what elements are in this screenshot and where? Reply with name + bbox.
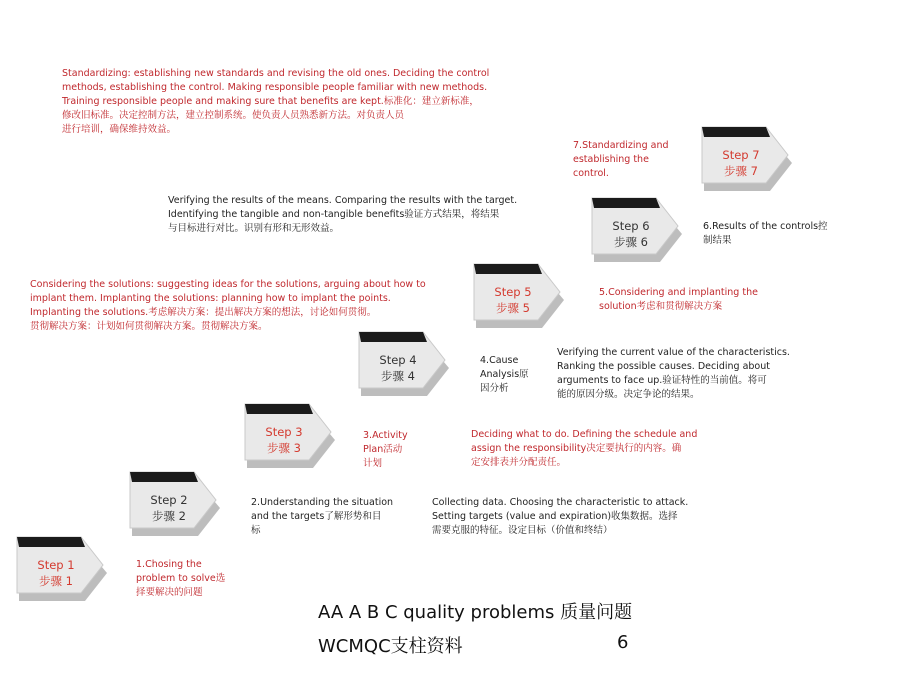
step-7-box xyxy=(700,125,795,199)
step4-title: 4.Cause Analysis原 因分析 xyxy=(480,355,529,394)
step-label xyxy=(482,284,544,316)
standardizing-description: Standardizing: establishing new standards and revising the old ones. Deciding the control methods, establishing the control. Making responsible people familiar with new methods. Training responsible people and making sure that benefits are kept.标准化：建立新标准， 修改旧标准。决定控制方法，建立控制系统。使负责人员熟悉新方法。对负责人员 进行培训，确保维持效益。 xyxy=(62,68,490,135)
step7-title: 7.Standardizing and establishing the control. xyxy=(573,140,669,179)
cause-description: Verifying the current value of the characteristics. Ranking the possible causes. Deciding about arguments to face up.验证特性的当前值。将可 能的原因分级。决定争论的结果。 xyxy=(557,347,790,400)
step5-title: 5.Considering and implanting the solution考虑和贯彻解决方案 xyxy=(599,287,758,312)
step-1-box xyxy=(15,535,110,609)
step-4-box xyxy=(357,330,452,404)
step1-title: 1.Chosing the problem to solve选 择要解决的问题 xyxy=(136,559,226,598)
step-zh: 步骤 1 xyxy=(39,574,73,588)
considering-description: Considering the solutions: suggesting ideas for the solutions, arguing about how to implant them. Implanting the solutions: planning how to implant the points. Implanting the solutions.考虑解决方案：提出解决方案的想法，讨论如何贯彻。 贯彻解决方案：计划如何贯彻解决方案。贯彻解决方案。 xyxy=(30,279,426,332)
step-en: Step 7 xyxy=(722,148,760,162)
step-zh: 步骤 6 xyxy=(614,235,648,249)
step-label xyxy=(253,424,315,456)
step-zh: 步骤 2 xyxy=(152,509,186,523)
step-label xyxy=(600,218,662,250)
step-en: Step 5 xyxy=(494,285,532,299)
step3-title: 3.Activity Plan活动 计划 xyxy=(363,430,408,469)
step-en: Step 4 xyxy=(379,353,417,367)
step-2-box xyxy=(128,470,223,544)
step-3-box xyxy=(243,402,338,476)
deciding-description: Deciding what to do. Defining the schedule and assign the responsibility决定要执行的内容。确 定安排表并分配责任。 xyxy=(471,429,698,468)
step6-title: 6.Results of the controls控 制结果 xyxy=(703,221,828,246)
step-en: Step 3 xyxy=(265,425,303,439)
step-label xyxy=(367,352,429,384)
step-6-box xyxy=(590,196,685,270)
step2-title: 2.Understanding the situation and the targets了解形势和目 标 xyxy=(251,497,394,536)
footer-quality-line: AA A B C quality problems 质量问题 xyxy=(318,602,633,623)
step-zh: 步骤 4 xyxy=(381,369,415,383)
step-5-box xyxy=(472,262,567,336)
step-en: Step 1 xyxy=(37,558,75,572)
step-en: Step 2 xyxy=(150,493,188,507)
step-zh: 步骤 7 xyxy=(724,164,758,178)
footer-wcm-line: WCMQC支柱资料 xyxy=(318,636,463,657)
verifying-description: Verifying the results of the means. Comparing the results with the target. Identifying the tangible and non-tangible benefits验证方式结果，将结果 与目标进行对比。识别有形和无形效益。 xyxy=(168,195,518,234)
collecting-description: Collecting data. Choosing the characteristic to attack. Setting targets (value and expiration)收集数据。选择 需要克服的特征。设定目标（价值和终结） xyxy=(432,497,689,536)
step-zh: 步骤 5 xyxy=(496,301,530,315)
step-zh: 步骤 3 xyxy=(267,441,301,455)
page-number: 6 xyxy=(617,632,629,653)
step-en: Step 6 xyxy=(612,219,650,233)
step-label xyxy=(138,492,200,524)
step-label xyxy=(710,147,772,179)
step-label xyxy=(25,557,87,589)
